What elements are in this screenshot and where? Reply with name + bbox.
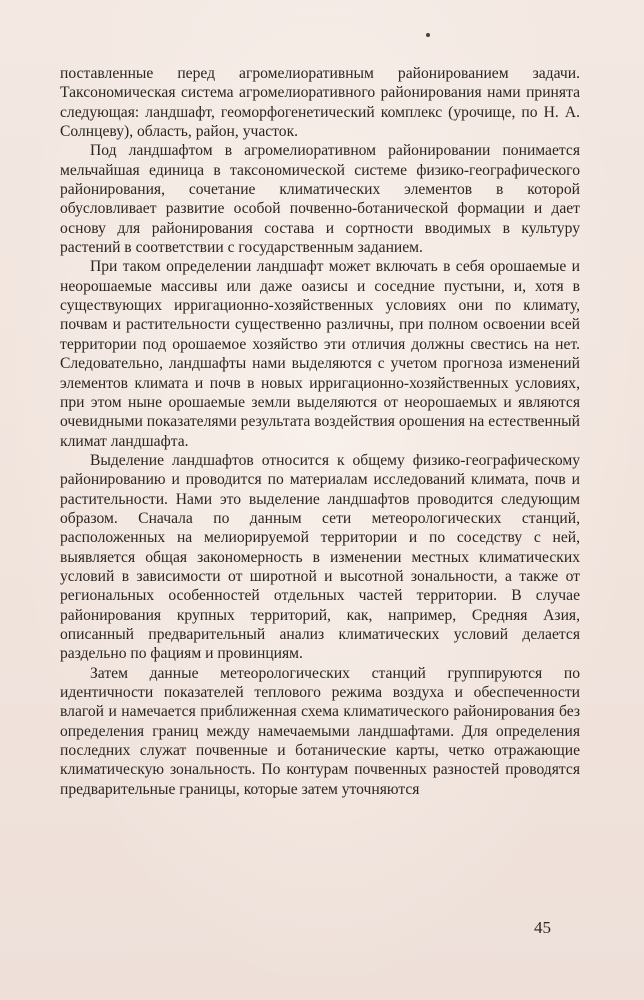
paragraph-landscape-delineation: Выделение ландшафтов относится к общему физико-географическому районированию и проводится по материалам исследований климата, почв и растительности. Нами это выделение ландшафтов проводится следующим образом. Сначала по данным сети метеорологических станций, расположенных на мелиорируемой территории и по соседству с ней, выявляется общая закономерность в изменении местных климатических условий в зависимости от широтной и высотной зональности, а также от региональных особенностей отдельных частей территории. В случае районирования крупных территорий, как, например, Средняя Азия, описанный предварительный анализ климатических условий делается раздельно по фациям и провинциям. — [60, 451, 580, 663]
page-number: 45 — [534, 918, 551, 937]
paragraph-continuation: поставленные перед агромелиоративным районированием задачи. Таксономическая система агромелиоративного районирования нами принята следующая: ландшафт, геоморфогенетический комплекс (урочище, по Н. А. Солнцеву), область, район, участок. — [60, 65, 580, 141]
paragraph-irrigated-massifs: При таком определении ландшафт может включать в себя орошаемые и неорошаемые массивы или даже оазисы и соседние пустыни, и, хотя в существующих ирригационно-хозяйственных условиях они по климату, почвам и растительности существенно различны, при полном освоении всей территории под орошаемое хозяйство эти отличия должны свестись на нет. Следовательно, ландшафты нами выделяются с учетом прогноза изменений элементов климата и почв в новых ирригационно-хозяйственных условиях, при этом ныне орошаемые земли выделяются от неорошаемых и являются очевидными показателями результата воздействия орошения на естественный климат ландшафта. — [60, 258, 580, 450]
paragraph-station-grouping: Затем данные метеорологических станций группируются по идентичности показателей теплового режима воздуха и обеспеченности влагой и намечается приближенная схема климатического районирования без определения границ между намечаемыми ландшафтами. Для определения последних служат почвенные и ботанические карты, четко отражающие климатическую зональность. По контурам почвенных разностей проводятся предварительные границы, которые затем уточняются — [60, 664, 580, 798]
print-speck — [426, 33, 430, 37]
body-text — [60, 64, 580, 799]
paragraph-landscape-definition: Под ландшафтом в агромелиоративном районировании понимается мельчайшая единица в таксономической системе физико-географического районирования, сочетание климатических элементов в которой обусловливает развитие особой почвенно-ботанической формации и дает основу для районирования состава и сортности вводимых в культуру растений в соответствии с государственным заданием. — [60, 142, 580, 257]
